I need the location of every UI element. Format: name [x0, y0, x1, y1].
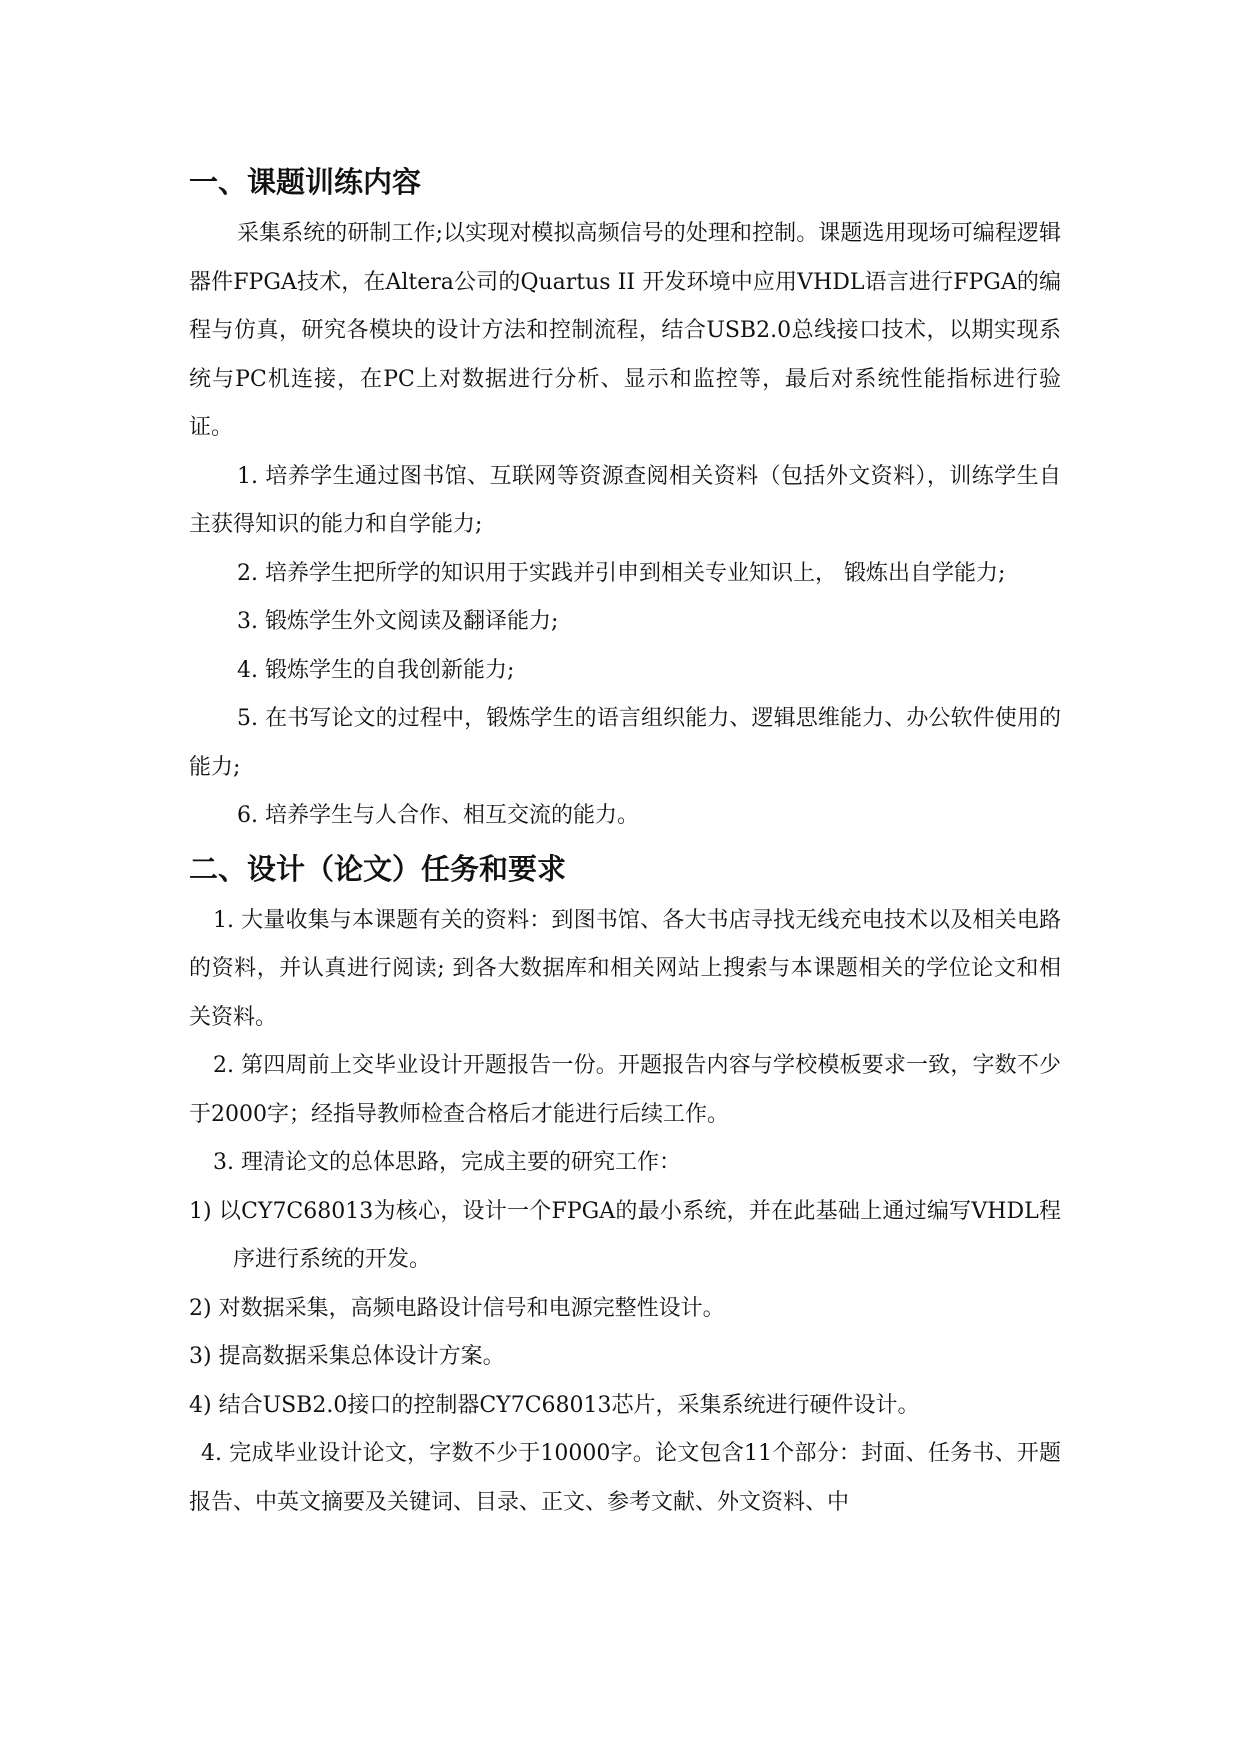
- section-1-item-1: 1. 培养学生通过图书馆、互联网等资源查阅相关资料（包括外文资料），训练学生自主获得知识的能力和自学能力;: [189, 463, 1061, 537]
- section-2-item-1: 1. 大量收集与本课题有关的资料：到图书馆、各大书店寻找无线充电技术以及相关电路的资料，并认真进行阅读; 到各大数据库和相关网站上搜索与本课题相关的学位论文和相关资料。: [189, 907, 1061, 1030]
- section-1-heading: 一、课题训练内容: [189, 165, 422, 199]
- section-2-subitem-4: 4) 结合USB2.0接口的控制器CY7C68013芯片，采集系统进行硬件设计。: [189, 1392, 920, 1418]
- section-2-subitem-3: 3) 提高数据采集总体设计方案。: [189, 1344, 505, 1369]
- section-1-item-6: 6. 培养学生与人合作、相互交流的能力。: [237, 803, 639, 828]
- section-2-subitem-2: 2) 对数据采集，高频电路设计信号和电源完整性设计。: [189, 1295, 725, 1321]
- section-1-item-2: 2. 培养学生把所学的知识用于实践并引申到相关专业知识上， 锻炼出自学能力;: [237, 560, 1006, 586]
- section-2-item-3: 3. 理清论文的总体思路，完成主要的研究工作：: [213, 1150, 681, 1175]
- section-1-item-4: 4. 锻炼学生的自我创新能力;: [237, 657, 515, 683]
- section-1-item-3: 3. 锻炼学生外文阅读及翻译能力;: [237, 609, 559, 634]
- section-2-item-2: 2. 第四周前上交毕业设计开题报告一份。开题报告内容与学校模板要求一致，字数不少于2000字；经指导教师检查合格后才能进行后续工作。: [189, 1053, 1061, 1127]
- section-2-subitem-1: 1) 以CY7C68013为核心，设计一个FPGA的最小系统，并在此基础上通过编写VHDL程序进行系统的开发。: [189, 1198, 1061, 1272]
- section-2-item-4: 4. 完成毕业设计论文，字数不少于10000字。论文包含11个部分：封面、任务书、开题报告、中英文摘要及关键词、目录、正文、参考文献、外文资料、中: [189, 1441, 1061, 1515]
- document-body: [189, 160, 1061, 1527]
- section-1-intro-paragraph: 采集系统的研制工作;以实现对模拟高频信号的处理和控制。课题选用现场可编程逻辑器件FPGA技术，在Altera公司的Quartus II 开发环境中应用VHDL语言进行FPGA的编程与仿真，研究各模块的设计方法和控制流程，结合USB2.0总线接口技术，以期实现系统与PC机连接，在PC上对数据进行分析、显示和监控等，最后对系统性能指标进行验证。: [189, 221, 1061, 440]
- section-2-heading: 二、设计（论文）任务和要求: [189, 851, 567, 886]
- section-1-item-5: 5. 在书写论文的过程中，锻炼学生的语言组织能力、逻辑思维能力、办公软件使用的能力;: [189, 706, 1061, 780]
